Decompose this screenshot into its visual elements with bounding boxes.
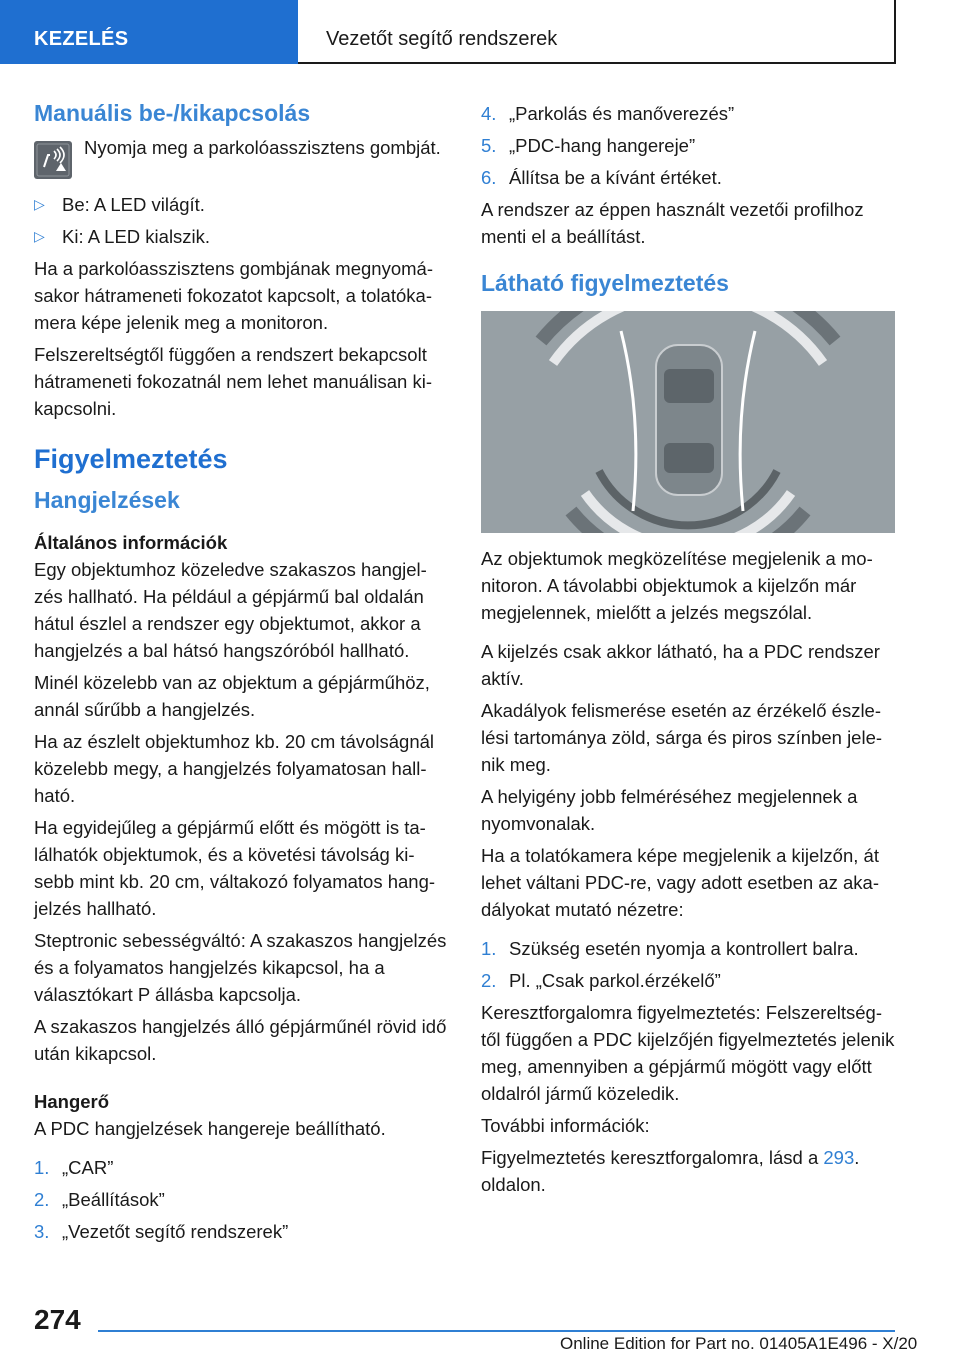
list-item: 5. „PDC-hang hangereje” xyxy=(481,135,696,156)
cross-reference: Figyelmeztetés keresztforgalomra, lásd a 293. xyxy=(481,1147,860,1168)
footer-divider xyxy=(98,1330,895,1332)
paragraph: A helyigény jobb felméréséhez megjelennek a nyomvonalak. xyxy=(481,786,858,834)
list-item: ▷ Ki: A LED kialszik. xyxy=(34,223,448,250)
paragraph: Egy objektumhoz közeledve szakaszos hangjelzés hallható. Ha például a gépjármű bal oldalán hátul észlel a rendszer egy objektumot, akkor a hangjelzés a bal hátsó hangszóróból hallható. xyxy=(34,559,427,661)
visible-warning-heading: Látható figyelmeztetés xyxy=(481,270,729,296)
volume-heading: Hangerő xyxy=(34,1091,110,1112)
warning-heading: Figyelmeztetés xyxy=(34,444,228,474)
paragraph: További információk: xyxy=(481,1115,650,1136)
paragraph: Ha a tolatókamera képe megjelenik a kijelzőn, át lehet váltani PDC-re, vagy adott esetben az akadályokat mutató nézetre: xyxy=(481,845,879,920)
paragraph: Ha az észlelt objektumhoz kb. 20 cm távolságnál közelebb megy, a hangjelzés folyamatosan hallható. xyxy=(34,731,435,806)
paragraph: Felszereltségtől függően a rendszert bekapcsolt hátrameneti fokozatnál nem lehet manuálisan kikapcsolni. xyxy=(34,344,432,419)
paragraph: Akadályok felismerése esetén az érzékelő észlelési tartománya zöld, sárga és piros színben jelenik meg. xyxy=(481,700,883,775)
button-instruction xyxy=(34,135,448,179)
list-item: 1. Szükség esetén nyomja a kontrollert balra. xyxy=(481,938,859,959)
paragraph: Az objektumok megközelítése megjelenik a monitoron. A távolabbi objektumok a kijelzőn már megjelennek, mielőtt a jelzés megszólal. xyxy=(481,548,873,623)
paragraph: Ha egyidejűleg a gépjármű előtt és mögött is találhatók objektumok, és a követési távolság kisebb mint kb. 20 cm, váltakozó folyamatos hangjelzés hallható. xyxy=(34,817,436,919)
page-link[interactable]: 293 xyxy=(823,1147,855,1168)
paragraph: Steptronic sebességváltó: A szakaszos hangjelzés és a folyamatos hangjelzés kikapcsol, ha a választókart P állásba kapcsolja. xyxy=(34,930,447,1005)
left-column xyxy=(34,100,448,1250)
parking-assist-icon xyxy=(34,141,72,179)
page-header xyxy=(0,0,960,66)
pdc-display-illustration xyxy=(481,311,895,533)
list-item: 6. Állítsa be a kívánt értéket. xyxy=(481,167,722,188)
paragraph: Keresztforgalomra figyelmeztetés: Felszereltségtől függően a PDC kijelzőjén figyelmeztetés jelenik meg, amennyiben a gépjármű mögött vagy előtt oldalról jármű közeledik. xyxy=(481,1002,895,1104)
right-column xyxy=(481,100,895,1203)
signals-heading: Hangjelzések xyxy=(34,487,180,513)
triangle-bullet-icon: ▷ xyxy=(34,228,45,244)
chapter-title: Vezetőt segítő rendszerek xyxy=(312,0,896,64)
list-item: 2. Pl. „Csak parkol.érzékelő” xyxy=(481,970,721,991)
edition-note: Online Edition for Part no. 01405A1E496 - X/20 xyxy=(560,1334,918,1353)
paragraph: A rendszer az éppen használt vezetői profilhoz menti el a beállítást. xyxy=(481,199,864,247)
header-divider xyxy=(298,62,312,64)
list-item: 1. „CAR” xyxy=(34,1157,114,1178)
list-item: 4. „Parkolás és manőverezés” xyxy=(481,103,735,124)
paragraph: A szakaszos hangjelzés álló gépjárműnél rövid idő után kikapcsol. xyxy=(34,1016,447,1064)
button-instruction-text: Nyomja meg a parkolóasszisztens gombját. xyxy=(84,137,441,158)
general-info-heading: Általános információk xyxy=(34,532,228,553)
paragraph: A kijelzés csak akkor látható, ha a PDC rendszer aktív. xyxy=(481,641,880,689)
paragraph: oldalon. xyxy=(481,1174,546,1195)
triangle-bullet-icon: ▷ xyxy=(34,196,45,212)
page-number: 274 xyxy=(34,1304,81,1335)
list-item: 3. „Vezetőt segítő rendszerek” xyxy=(34,1221,289,1242)
paragraph: Ha a parkolóasszisztens gombjának megnyomásakor hátrameneti fokozatot kapcsolt, a tolatókamera képe jelenik meg a monitoron. xyxy=(34,258,433,333)
paragraph: A PDC hangjelzések hangereje beállítható. xyxy=(34,1118,386,1139)
paragraph: Minél közelebb van az objektum a gépjárműhöz, annál sűrűbb a hangjelzés. xyxy=(34,672,430,720)
list-item: 2. „Beállítások” xyxy=(34,1189,165,1210)
section-tab: KEZELÉS xyxy=(0,0,298,64)
manual-switch-heading: Manuális be-/kikapcsolás xyxy=(34,100,311,126)
list-item: ▷ Be: A LED világít. xyxy=(34,191,448,218)
